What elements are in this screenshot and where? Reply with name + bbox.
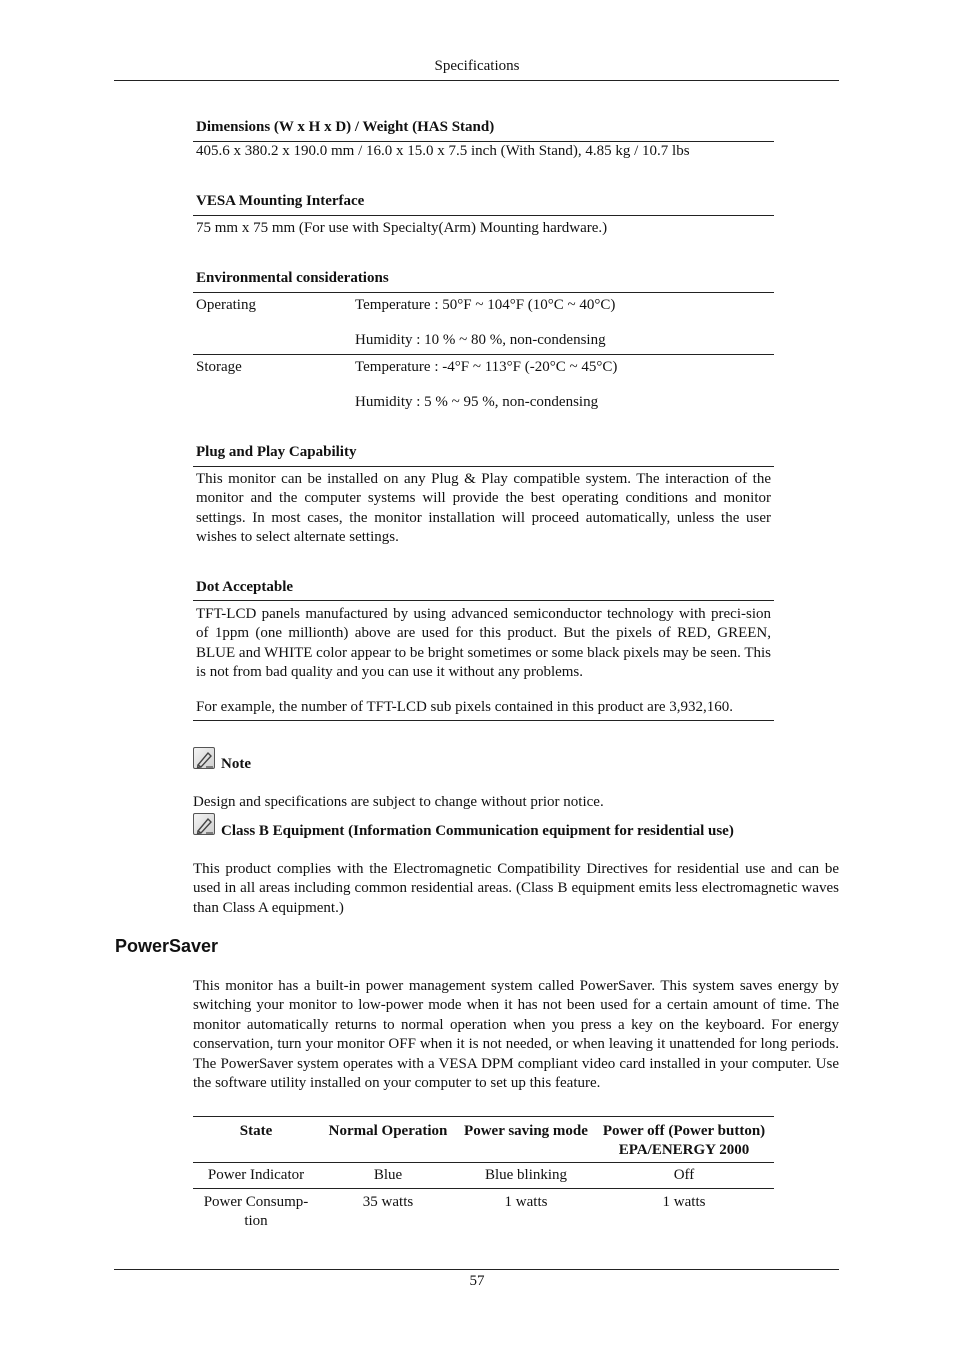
environment-divider xyxy=(193,292,774,293)
powersaver-body: This monitor has a built-in power management system called PowerSaver. This system saves energy by switching your monitor to low-power mode when it has not been used for a certain amount of time. The monitor automatically returns to normal operation when you press a key on the keyboard. For energy conservation, turn your monitor OFF when it is not needed, or when leaving it unattended for long periods. The PowerSaver system operates with a VESA DPM compliant video card installed in your computer. Use the software utility installed on your computer to set up this feature. xyxy=(193,978,839,1092)
dimensions-value: 405.6 x 380.2 x 190.0 mm / 16.0 x 15.0 x 7.5 inch (With Stand), 4.85 kg / 10.7 lbs xyxy=(196,143,690,159)
vesa-divider xyxy=(193,215,774,216)
table-row-power-consumption-label-line2: tion xyxy=(244,1213,268,1229)
environment-operating-humidity: Humidity : 10 % ~ 80 %, non-condensing xyxy=(355,332,606,348)
table-row-power-consumption-saving: 1 watts xyxy=(504,1194,548,1210)
header-divider xyxy=(114,80,839,81)
powersaver-table-header-rule xyxy=(193,1162,774,1163)
environment-operating-label: Operating xyxy=(196,297,256,313)
environment-row-divider xyxy=(193,354,774,355)
environment-storage-humidity: Humidity : 5 % ~ 95 %, non-condensing xyxy=(355,394,599,410)
table-header-state: State xyxy=(239,1123,273,1139)
page-header-title: Specifications xyxy=(434,58,520,74)
note-body: Design and specifications are subject to change without prior notice. xyxy=(193,794,604,810)
table-header-epa-energy: EPA/ENERGY 2000 xyxy=(618,1142,750,1158)
dot-acceptable-divider xyxy=(193,600,774,601)
table-row-power-indicator-saving: Blue blinking xyxy=(484,1167,568,1183)
powersaver-table-top-rule xyxy=(193,1116,774,1117)
vesa-heading: VESA Mounting Interface xyxy=(196,193,365,209)
table-row-power-consumption-normal: 35 watts xyxy=(362,1194,414,1210)
dot-acceptable-example: For example, the number of TFT-LCD sub pixels contained in this product are 3,932,160. xyxy=(196,699,733,715)
note-icon xyxy=(193,747,215,769)
page-number: 57 xyxy=(469,1273,485,1289)
dot-acceptable-heading: Dot Acceptable xyxy=(196,579,294,595)
table-row-power-indicator-normal: Blue xyxy=(373,1167,403,1183)
table-row-power-indicator-off: Off xyxy=(673,1167,695,1183)
environment-storage-temperature: Temperature : -4°F ~ 113°F (-20°C ~ 45°C) xyxy=(355,359,618,375)
dimensions-heading: Dimensions (W x H x D) / Weight (HAS Stand) xyxy=(196,119,495,135)
plug-and-play-heading: Plug and Play Capability xyxy=(196,444,357,460)
table-row-power-indicator-label: Power Indicator xyxy=(207,1167,305,1183)
note-label: Note xyxy=(221,756,251,772)
environment-operating-temperature: Temperature : 50°F ~ 104°F (10°C ~ 40°C) xyxy=(355,297,616,313)
class-b-note-icon xyxy=(193,813,215,835)
class-b-body: This product complies with the Electromagnetic Compatibility Directives for residential use and can be used in all areas including common residential areas. (Class B equipment emits less electromagnetic waves than Class A equipment.) xyxy=(193,861,839,916)
plug-and-play-divider xyxy=(193,466,774,467)
dot-acceptable-bottom-divider xyxy=(193,720,774,721)
powersaver-title: PowerSaver xyxy=(115,936,219,956)
table-header-normal-operation: Normal Operation xyxy=(328,1123,448,1139)
footer-divider xyxy=(114,1269,839,1270)
table-header-power-off: Power off (Power button) xyxy=(602,1123,766,1139)
table-row-power-consumption-off: 1 watts xyxy=(662,1194,706,1210)
plug-and-play-body: This monitor can be installed on any Plug & Play compatible system. The interaction of the monitor and the computer systems will provide the best operating conditions and monitor settings. In most cases, the monitor installation will proceed automatically, unless the user wishes to select alternate settings. xyxy=(196,471,771,546)
class-b-label: Class B Equipment (Information Communication equipment for residential use) xyxy=(221,823,734,839)
environment-heading: Environmental considerations xyxy=(196,270,389,286)
environment-storage-label: Storage xyxy=(196,359,242,375)
powersaver-table-row-rule xyxy=(193,1188,774,1189)
dot-acceptable-body: TFT-LCD panels manufactured by using advanced semiconductor technology with preci-sion of 1ppm (one millionth) above are used for this product. But the pixels of RED, GREEN, BLUE and WHITE color appear to be bright sometimes or some black pixels may be seen. This is not from bad quality and you can use it without any problems. xyxy=(196,606,771,681)
table-row-power-consumption-label-line1: Power Consump- xyxy=(203,1194,309,1210)
table-header-power-saving-mode: Power saving mode xyxy=(464,1123,588,1139)
vesa-value: 75 mm x 75 mm (For use with Specialty(Arm) Mounting hardware.) xyxy=(196,220,608,236)
